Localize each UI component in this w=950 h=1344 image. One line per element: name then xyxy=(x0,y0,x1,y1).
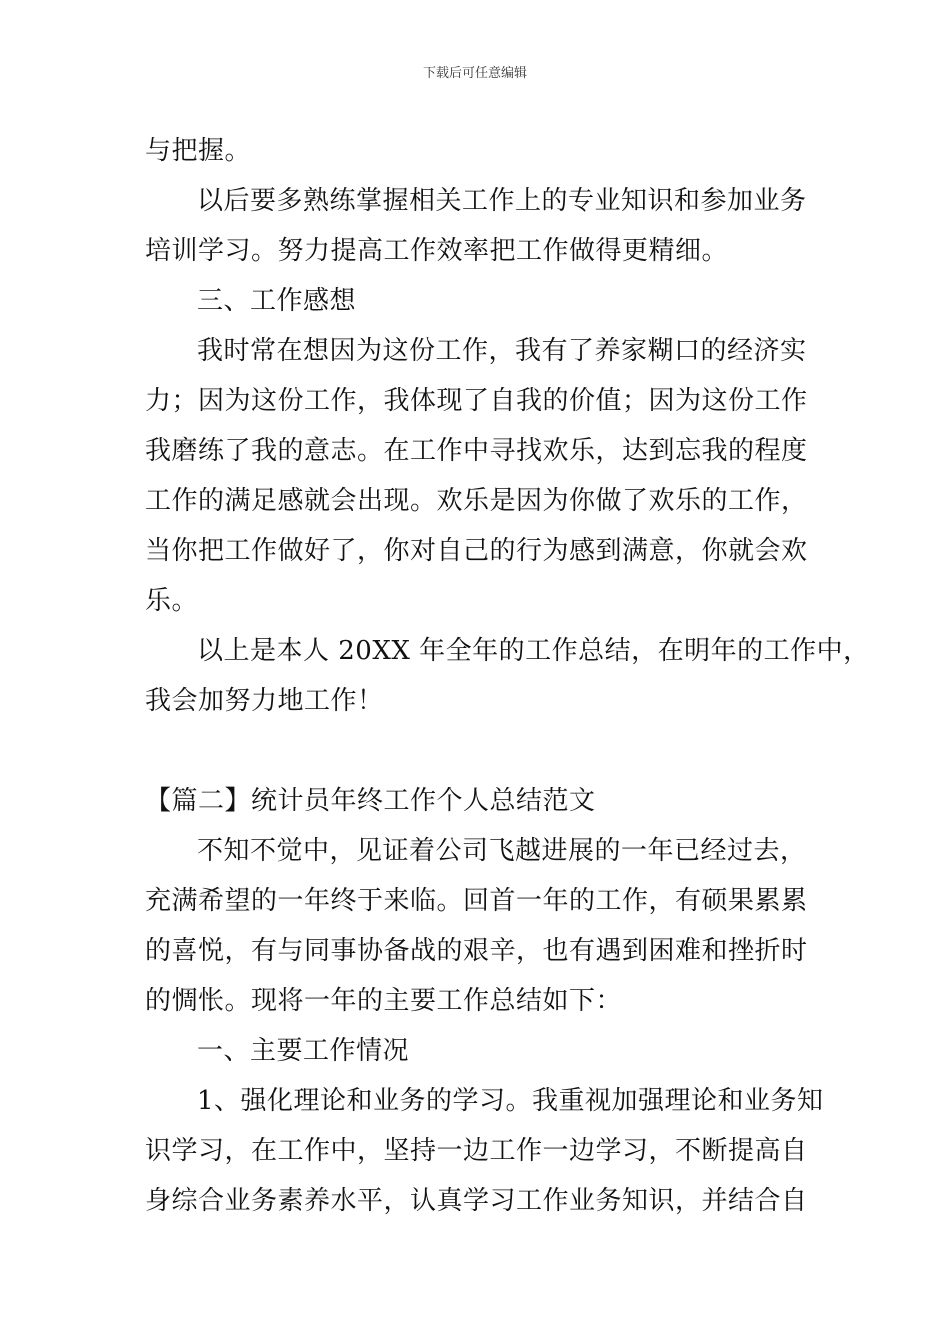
text-line: 我时常在想因为这份工作，我有了养家糊口的经济实 xyxy=(197,336,807,366)
text-line: 的喜悦，有与同事协备战的艰辛，也有遇到困难和挫折时 xyxy=(145,936,808,966)
document-body xyxy=(145,126,870,1226)
text-line: 与把握。 xyxy=(145,136,252,166)
text-line: 以后要多熟练掌握相关工作上的专业知识和参加业务 xyxy=(197,186,807,216)
paragraph-gap xyxy=(145,726,845,776)
text-line: 以上是本人 20XX 年全年的工作总结，在明年的工作中， xyxy=(197,636,870,666)
section-heading: 三、工作感想 xyxy=(197,286,357,316)
text-line: 我磨练了我的意志。在工作中寻找欢乐，达到忘我的程度 xyxy=(145,436,808,466)
text-line: 乐。 xyxy=(145,586,199,616)
text-line: 力；因为这份工作，我体现了自我的价值；因为这份工作 xyxy=(145,386,808,416)
page-header: 下载后可任意编辑 xyxy=(422,66,527,81)
text-line: 当你把工作做好了，你对自己的行为感到满意，你就会欢 xyxy=(145,536,808,566)
text-line: 身综合业务素养水平，认真学习工作业务知识，并结合自 xyxy=(145,1186,808,1216)
text-line: 的惆怅。现将一年的主要工作总结如下： xyxy=(145,986,623,1016)
text-line: 不知不觉中，见证着公司飞越进展的一年已经过去， xyxy=(197,836,807,866)
text-line: 充满希望的一年终于来临。回首一年的工作，有硕果累累 xyxy=(145,886,808,916)
text-line: 1、强化理论和业务的学习。我重视加强理论和业务知 xyxy=(197,1086,824,1116)
article-title: 【篇二】统计员年终工作个人总结范文 xyxy=(145,786,596,816)
text-line: 工作的满足感就会出现。欢乐是因为你做了欢乐的工作， xyxy=(145,486,808,516)
section-heading: 一、主要工作情况 xyxy=(197,1036,410,1066)
text-line: 识学习，在工作中，坚持一边工作一边学习，不断提高自 xyxy=(145,1136,808,1166)
text-line: 我会加努力地工作！ xyxy=(145,686,384,716)
text-line: 培训学习。努力提高工作效率把工作做得更精细。 xyxy=(145,236,729,266)
